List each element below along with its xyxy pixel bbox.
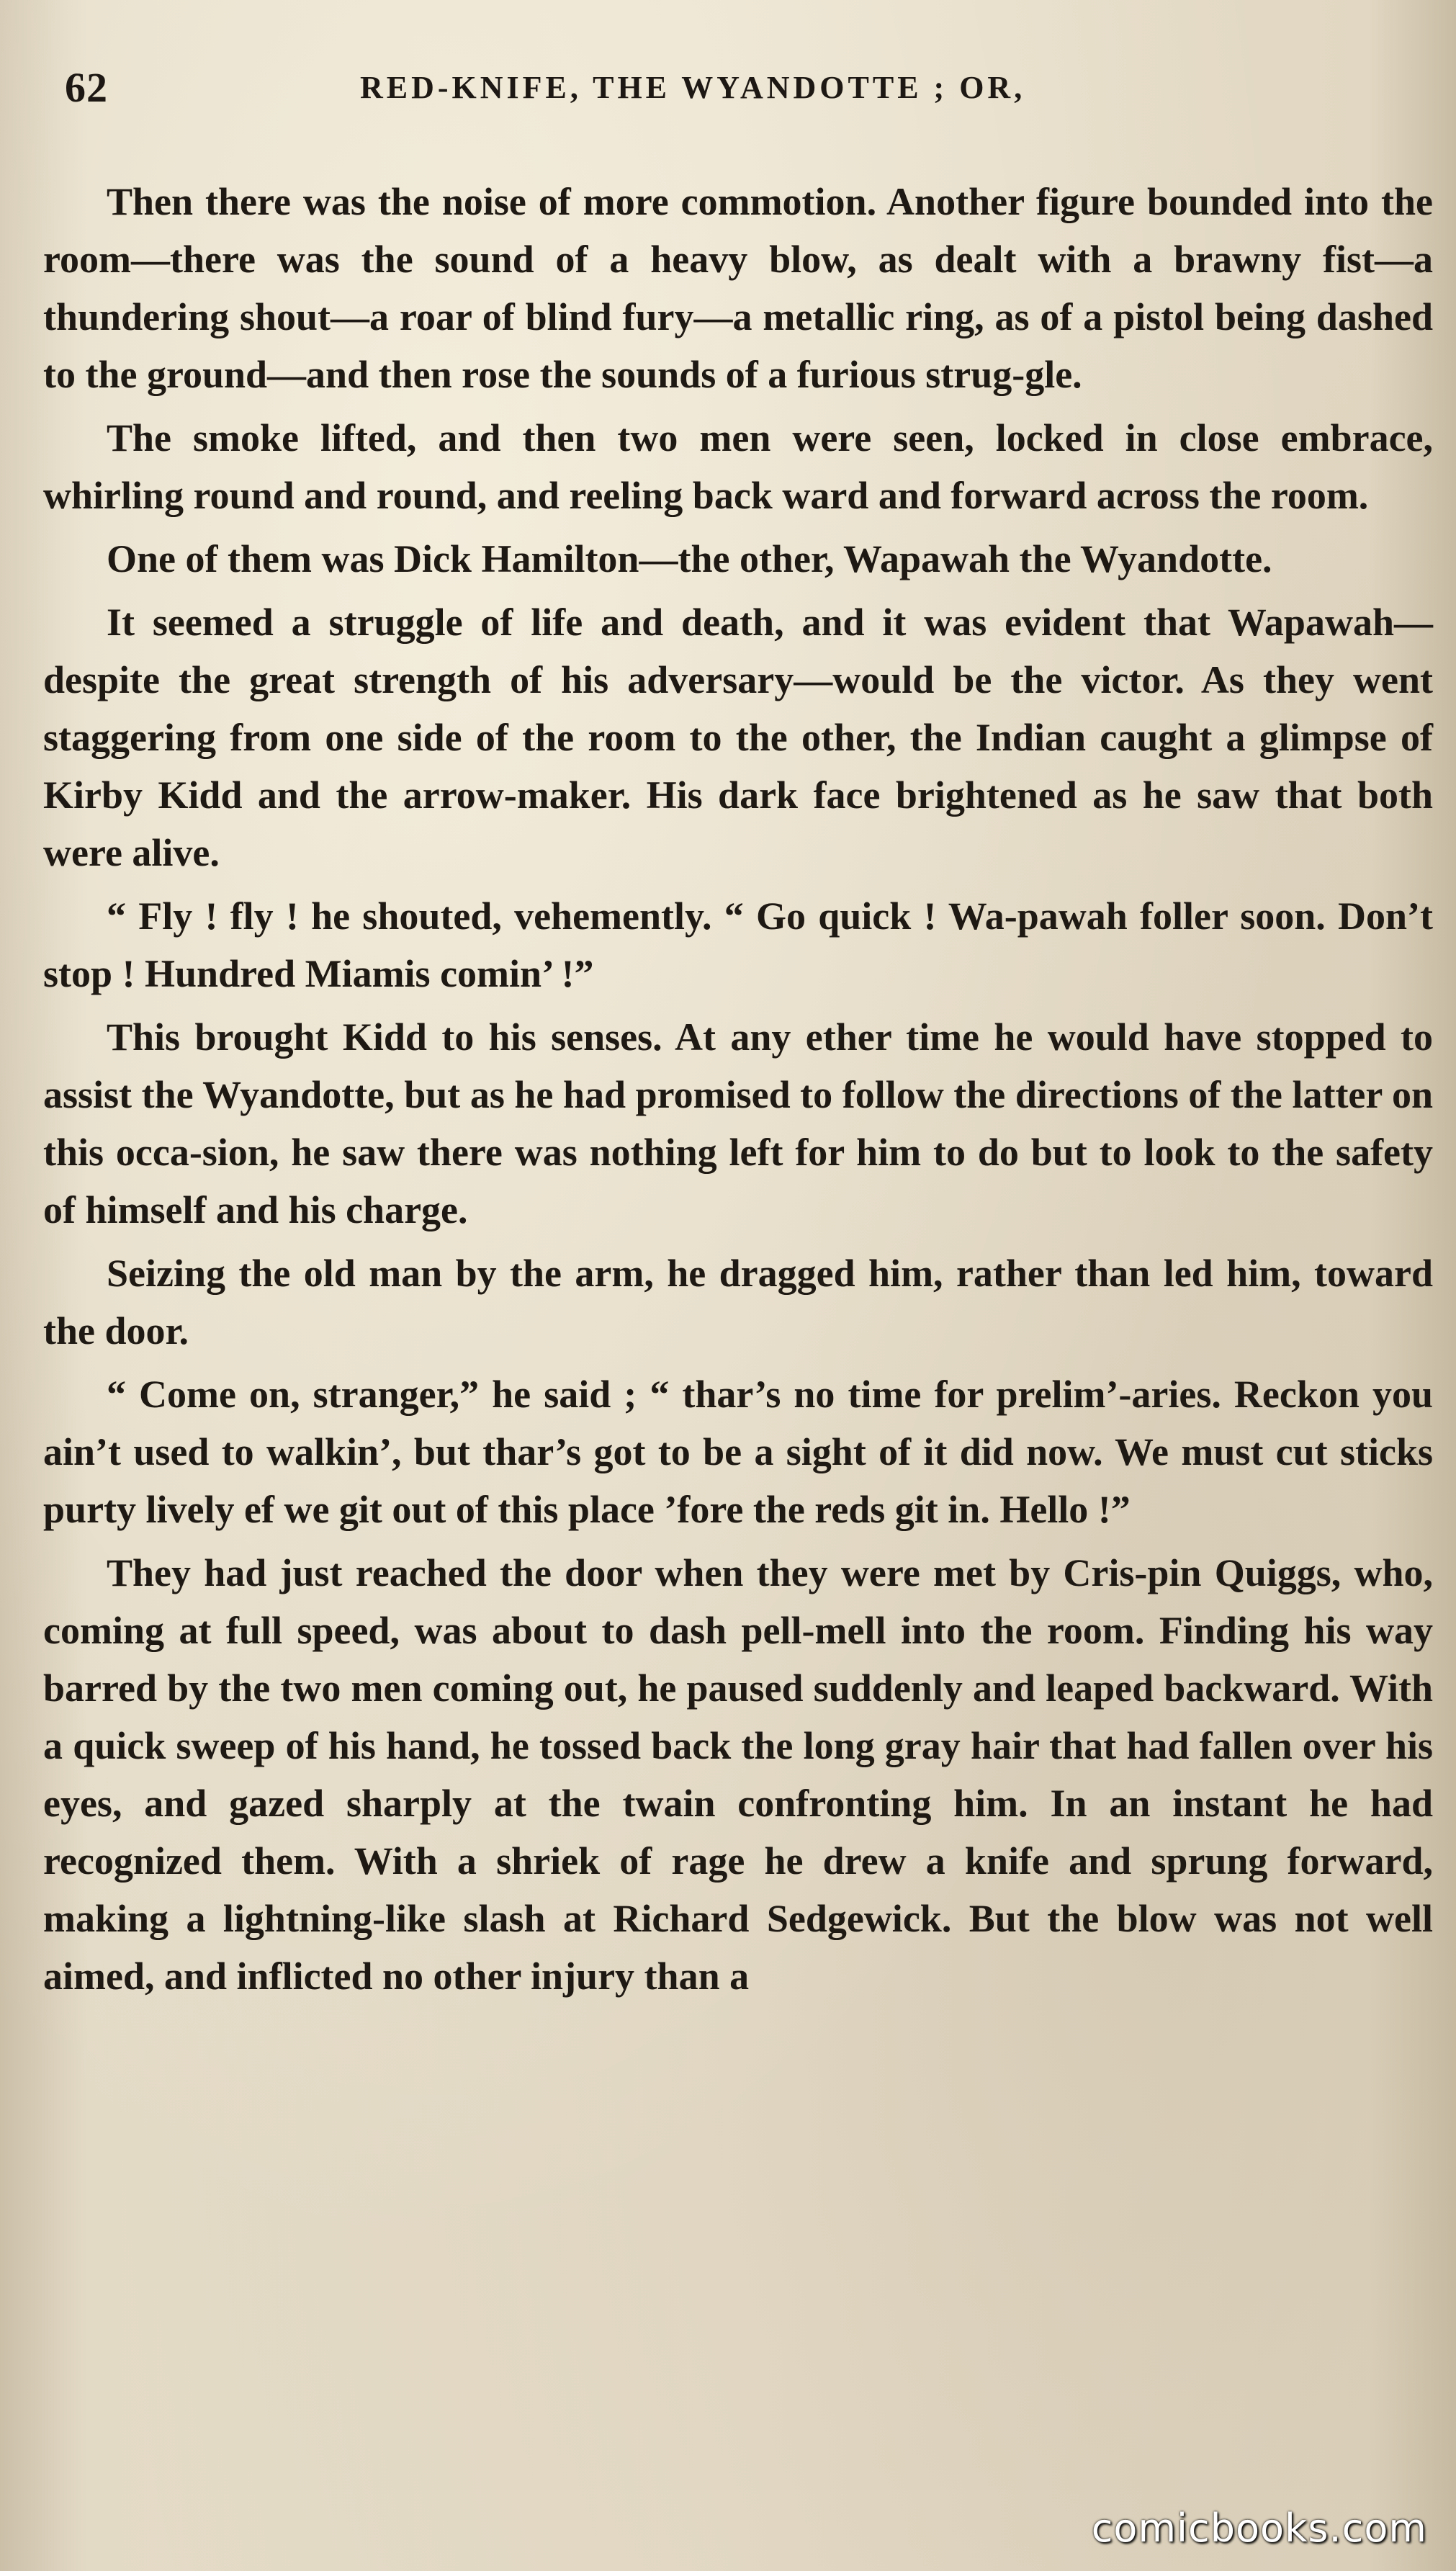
- paragraph: This brought Kidd to his senses. At any ether time he would have stopped to assist the Wyandotte, but as he had promised to follow the directions of the latter on this occa-sion, he saw there was nothing left for him to do but to look to the safety of himself and his charge.: [43, 1015, 1433, 1231]
- body-text: [43, 173, 1433, 2011]
- paragraph: One of them was Dick Hamilton—the other, Wapawah the Wyandotte.: [107, 537, 1272, 580]
- paragraph: “ Fly ! fly ! he shouted, vehemently. “ Go quick ! Wa-pawah foller soon. Don’t stop ! Hundred Miamis comin’ !”: [43, 894, 1433, 995]
- paragraph: Then there was the noise of more commotion. Another figure bounded into the room—there was the sound of a heavy blow, as dealt with a brawny fist—a thundering shout—a roar of blind fury—a metallic ring, as of a pistol being dashed to the ground—and then rose the sounds of a furious strug-gle.: [43, 180, 1433, 396]
- paragraph: They had just reached the door when they were met by Cris-pin Quiggs, who, coming at full speed, was about to dash pell-mell into the room. Finding his way barred by the two men coming out, he paused suddenly and leaped backward. With a quick sweep of his hand, he tossed back the long gray hair that had fallen over his eyes, and gazed sharply at the twain confronting him. In an instant he had recognized them. With a shriek of rage he drew a knife and sprung forward, making a lightning-like slash at Richard Sedgewick. But the blow was not well aimed, and inflicted no other injury than a: [43, 1551, 1433, 1998]
- paragraph: Seizing the old man by the arm, he dragged him, rather than led him, toward the door.: [43, 1252, 1433, 1352]
- page-number: 62: [65, 64, 108, 111]
- page-header: [58, 63, 1426, 128]
- paragraph: “ Come on, stranger,” he said ; “ thar’s no time for prelim’-aries. Reckon you ain’t used to walkin’, but thar’s got to be a sight of it did now. We must cut sticks purty lively ef we git out of this place ’fore the reds git in. Hello !”: [43, 1373, 1433, 1531]
- watermark: comicbooks.com: [1091, 2505, 1427, 2551]
- running-head: RED-KNIFE, THE WYANDOTTE ; OR,: [360, 70, 1026, 105]
- paragraph: The smoke lifted, and then two men were seen, locked in close embrace, whirling round and round, and reeling back ward and forward across the room.: [43, 416, 1433, 517]
- paragraph: It seemed a struggle of life and death, and it was evident that Wapawah—despite the great strength of his adversary—would be the victor. As they went staggering from one side of the room to the other, the Indian caught a glimpse of Kirby Kidd and the arrow-maker. His dark face brightened as he saw that both were alive.: [43, 601, 1433, 874]
